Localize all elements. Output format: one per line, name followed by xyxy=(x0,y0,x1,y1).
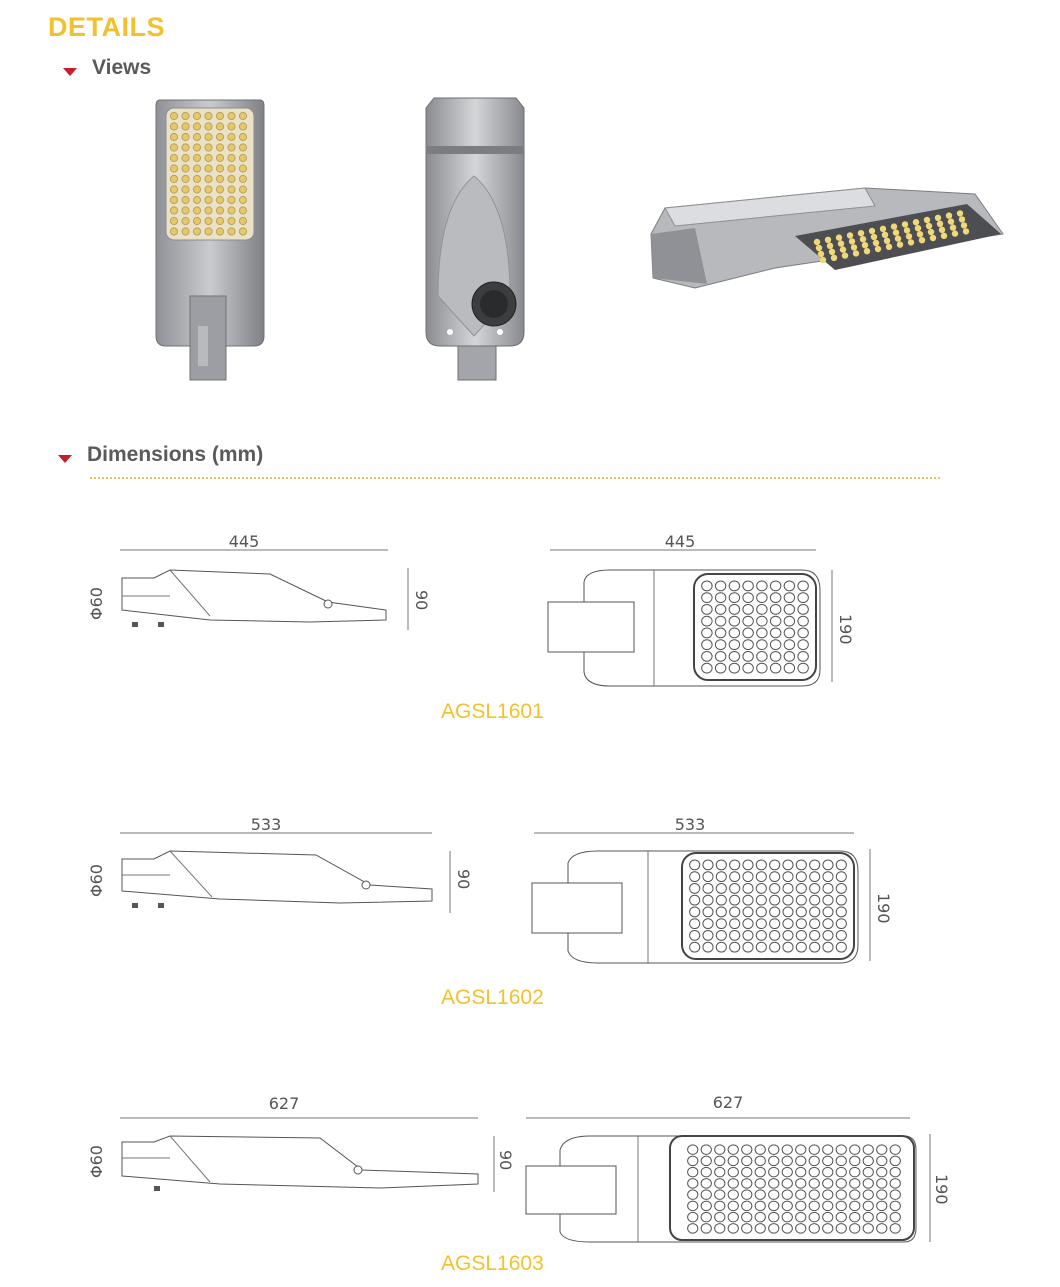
length-dimension: 445 xyxy=(228,532,260,551)
height-dimension: 90 xyxy=(412,590,431,611)
divider xyxy=(90,477,940,479)
length-dimension: 533 xyxy=(250,815,282,834)
width-dimension: 190 xyxy=(874,893,893,924)
page-title: DETAILS xyxy=(48,12,165,42)
pole-dimension: Φ60 xyxy=(87,587,106,620)
side-drawing-agsl1602 xyxy=(80,813,480,923)
model-name: AGSL1603 xyxy=(441,1252,544,1275)
height-dimension: 90 xyxy=(496,1150,515,1171)
width-dimension: 190 xyxy=(932,1174,951,1205)
back-view-image xyxy=(420,96,530,386)
width-dimension: 190 xyxy=(836,614,855,645)
front-view-image xyxy=(150,96,270,386)
views-heading: Views xyxy=(92,56,152,79)
length-dimension: 627 xyxy=(712,1093,744,1112)
top-drawing-agsl1602 xyxy=(528,813,898,973)
top-drawing-agsl1601 xyxy=(540,530,860,690)
height-dimension: 90 xyxy=(454,869,473,890)
section-marker-icon xyxy=(58,455,72,463)
model-name: AGSL1602 xyxy=(441,986,544,1009)
side-drawing-agsl1601 xyxy=(80,530,440,640)
perspective-view-image xyxy=(645,178,1005,293)
top-drawing-agsl1603 xyxy=(520,1092,960,1252)
pole-dimension: Φ60 xyxy=(87,1145,106,1178)
length-dimension: 445 xyxy=(664,532,696,551)
model-name: AGSL1601 xyxy=(441,700,544,723)
length-dimension: 627 xyxy=(268,1094,300,1113)
length-dimension: 533 xyxy=(674,815,706,834)
side-drawing-agsl1603 xyxy=(80,1092,520,1202)
section-marker-icon xyxy=(63,68,77,76)
dimensions-heading: Dimensions (mm) xyxy=(87,443,264,466)
pole-dimension: Φ60 xyxy=(87,864,106,897)
